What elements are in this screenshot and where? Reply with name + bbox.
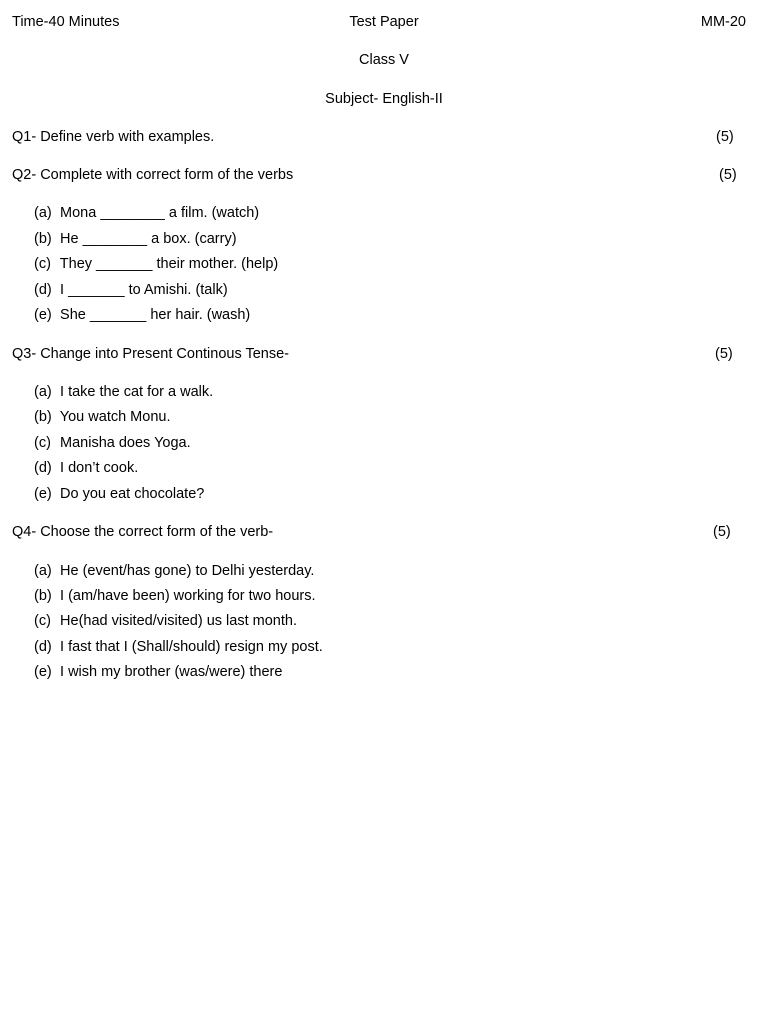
item-text: I don’t cook.: [60, 460, 139, 476]
item-text: I fast that I (Shall/should) resign my post.: [60, 639, 323, 655]
item-text: You watch Monu.: [59, 409, 171, 425]
question-2-text: Q2- Complete with correct form of the verbs: [12, 167, 294, 183]
list-item: [34, 306, 250, 324]
item-text: I _______ to Amishi. (talk): [60, 282, 228, 298]
item-label: (b): [34, 588, 52, 604]
paper-title: Test Paper: [349, 14, 419, 30]
list-item: [34, 204, 259, 222]
item-label: (c): [34, 435, 51, 451]
list-item: [34, 230, 237, 248]
item-text: Mona ________ a film. (watch): [60, 205, 260, 221]
question-3-marks: (5): [715, 346, 733, 362]
item-text: He(had visited/visited) us last month.: [60, 613, 297, 629]
item-label: (d): [34, 282, 52, 298]
item-label: (d): [34, 460, 52, 476]
item-text: I (am/have been) working for two hours.: [60, 588, 316, 604]
list-item: [34, 663, 282, 681]
question-4-text: Q4- Choose the correct form of the verb-: [12, 524, 274, 540]
list-item: [34, 383, 213, 401]
list-item: [34, 587, 316, 605]
item-label: (c): [34, 256, 51, 272]
question-4-marks: (5): [713, 524, 731, 540]
item-label: (a): [34, 205, 52, 221]
time-label: Time-40 Minutes: [12, 14, 120, 30]
item-text: I take the cat for a walk.: [60, 384, 214, 400]
question-2-marks: (5): [719, 167, 737, 183]
question-1-text: Q1- Define verb with examples.: [12, 129, 215, 145]
item-text: They _______ their mother. (help): [59, 256, 279, 272]
list-item: [34, 434, 191, 452]
item-text: He (event/has gone) to Delhi yesterday.: [60, 563, 315, 579]
item-label: (b): [34, 409, 52, 425]
item-text: He ________ a box. (carry): [60, 231, 237, 247]
question-1-marks: (5): [716, 129, 734, 145]
item-text: Do you eat chocolate?: [60, 486, 205, 502]
class-label: Class V: [359, 52, 409, 68]
max-marks-label: MM-20: [700, 14, 746, 30]
item-label: (a): [34, 384, 52, 400]
item-text: Manisha does Yoga.: [60, 435, 191, 451]
list-item: [34, 485, 204, 503]
item-text: She _______ her hair. (wash): [60, 307, 251, 323]
item-text: I wish my brother (was/were) there: [60, 664, 283, 680]
item-label: (e): [34, 664, 52, 680]
question-3-text: Q3- Change into Present Continous Tense-: [12, 346, 290, 362]
item-label: (d): [34, 639, 52, 655]
list-item: [34, 612, 297, 630]
item-label: (c): [34, 613, 51, 629]
list-item: [34, 638, 323, 656]
list-item: [34, 459, 138, 477]
subject-label: Subject- English-II: [325, 91, 443, 107]
item-label: (e): [34, 486, 52, 502]
item-label: (e): [34, 307, 52, 323]
list-item: [34, 408, 171, 426]
item-label: (b): [34, 231, 52, 247]
list-item: [34, 255, 278, 273]
list-item: [34, 281, 228, 299]
list-item: [34, 562, 314, 580]
item-label: (a): [34, 563, 52, 579]
